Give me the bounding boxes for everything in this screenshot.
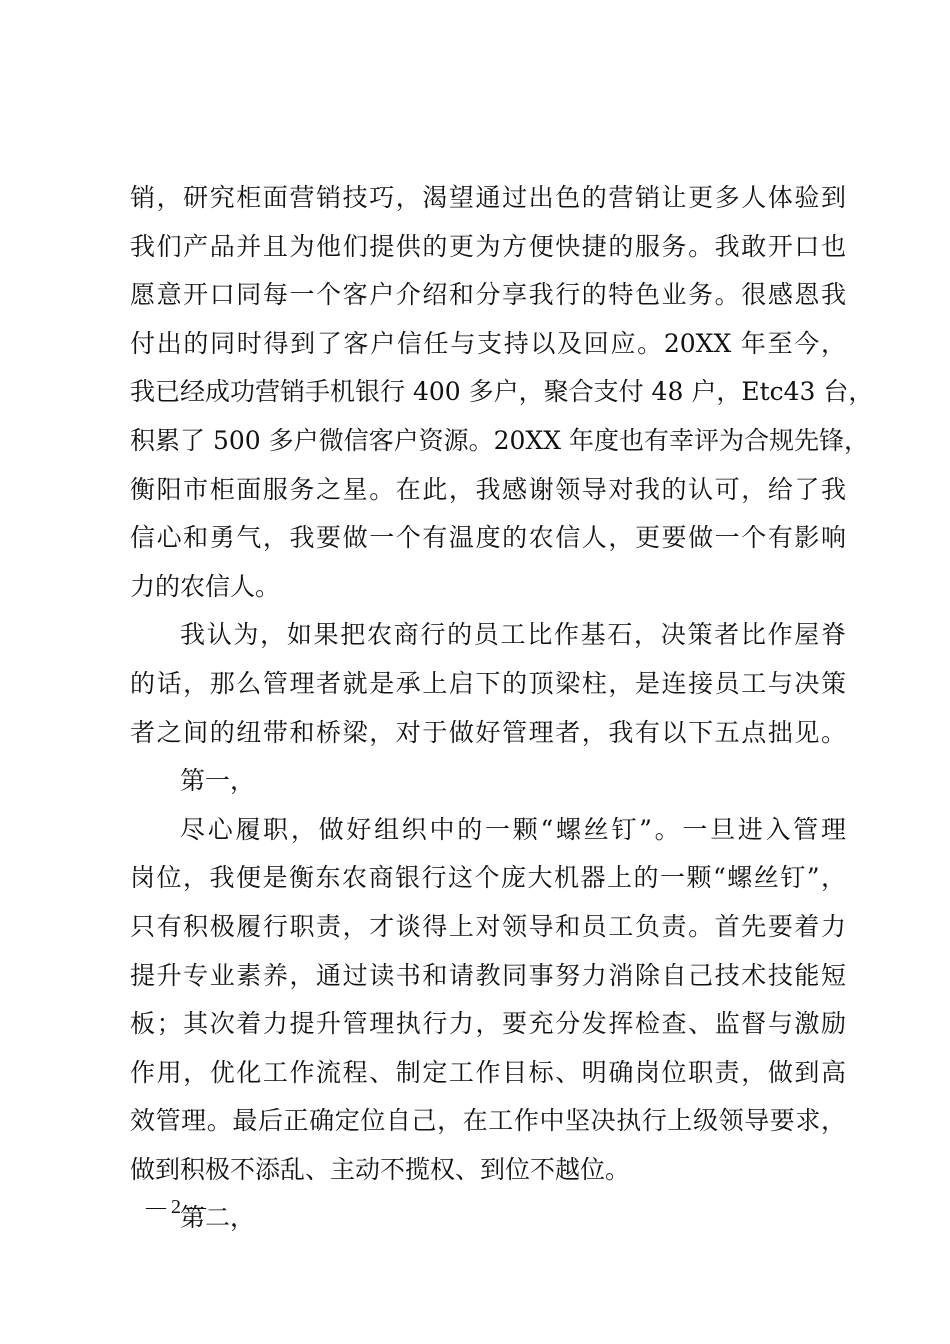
text-line: 信心和勇气，我要做一个有温度的农信人，更要做一个有影响	[130, 523, 846, 553]
text-line: 我已经成功营销手机银行 400 多户，聚合支付 48 户，Etc43 台，	[130, 377, 874, 407]
text-line: 提升专业素养，通过读书和请教同事努力消除自己技术技能短	[130, 960, 846, 990]
text-line: 只有积极履行职责，才谈得上对领导和员工负责。首先要着力	[130, 911, 846, 941]
text-line: 销，研究柜面营销技巧，渴望通过出色的营销让更多人体验到	[130, 183, 846, 212]
page-number: — 2 —	[146, 1196, 206, 1218]
text-line: 岗位，我便是衡东农商银行这个庞大机器上的一颗“螺丝钉”，	[130, 863, 846, 893]
text-line: 做到积极不添乱、主动不揽权、到位不越位。	[130, 1154, 631, 1184]
text-line: 愿意开口同每一个客户介绍和分享我行的特色业务。很感恩我	[130, 280, 846, 310]
text-line: 者之间的纽带和桥梁，对于做好管理者，我有以下五点拙见。	[130, 717, 846, 747]
body-text	[130, 174, 874, 1243]
text-line: 板；其次着力提升管理执行力，要充分发挥检查、监督与激励	[130, 1009, 846, 1039]
text-line: 积累了 500 多户微信客户资源。20XX 年度也有幸评为合规先锋，	[130, 425, 869, 455]
section-heading: 第二，	[180, 1203, 256, 1233]
text-line: 我认为，如果把农商行的员工比作基石，决策者比作屋脊	[180, 620, 846, 650]
text-line: 效管理。最后正确定位自己，在工作中坚决执行上级领导要求，	[130, 1106, 846, 1136]
text-line: 我们产品并且为他们提供的更为方便快捷的服务。我敢开口也	[130, 231, 846, 261]
text-line: 的话，那么管理者就是承上启下的顶梁柱，是连接员工与决策	[130, 668, 846, 698]
text-line: 力的农信人。	[130, 571, 281, 601]
text-line: 付出的同时得到了客户信任与支持以及回应。20XX 年至今，	[130, 328, 846, 358]
text-line: 尽心履职，做好组织中的一颗“螺丝钉”。一旦进入管理	[180, 814, 846, 844]
text-line: 作用，优化工作流程、制定工作目标、明确岗位职责，做到高	[130, 1057, 846, 1087]
text-line: 衡阳市柜面服务之星。在此，我感谢领导对我的认可，给了我	[130, 474, 846, 504]
section-heading: 第一，	[180, 766, 256, 796]
